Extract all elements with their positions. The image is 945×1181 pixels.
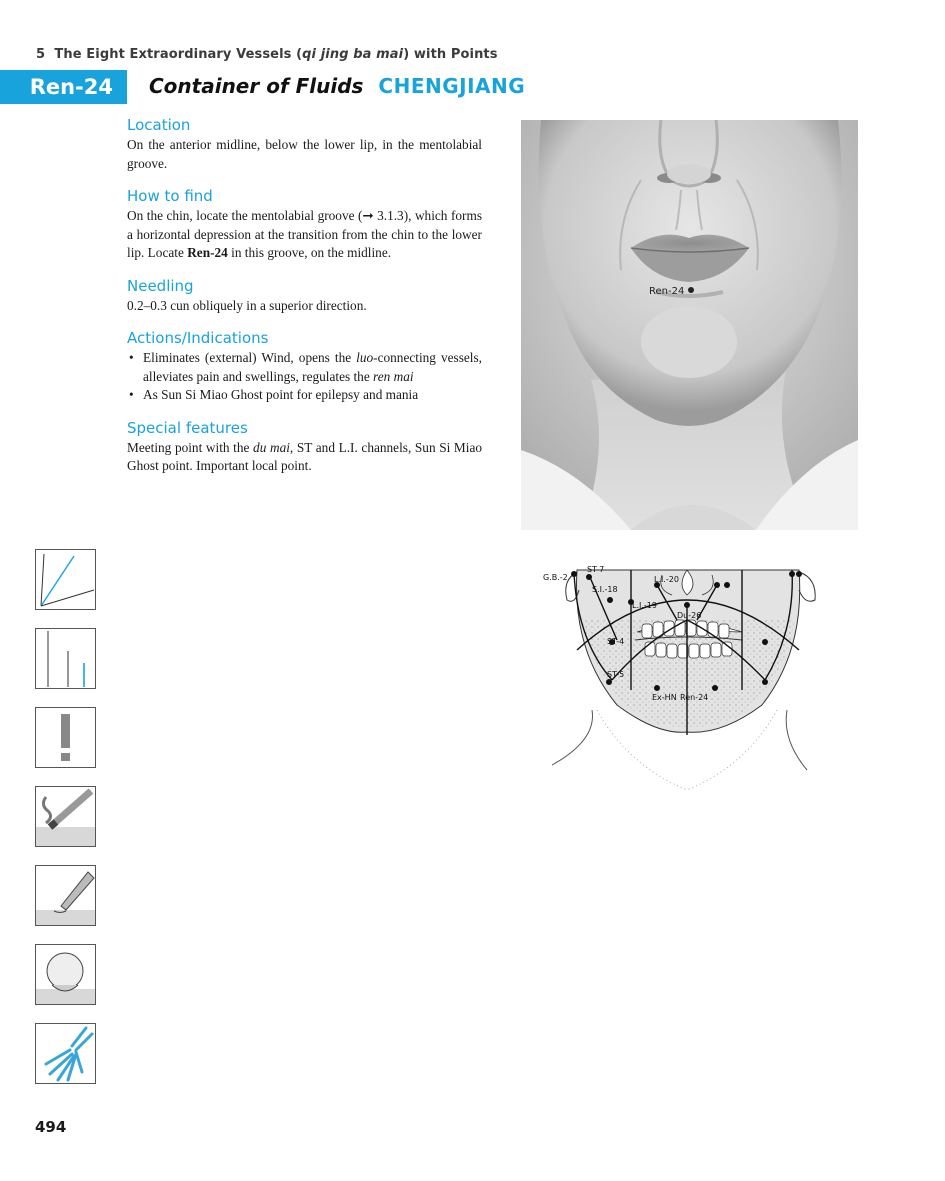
text-column	[127, 116, 482, 490]
label-gb2: G.B.-2	[543, 573, 568, 582]
how-to-find-heading: How to find	[127, 187, 213, 205]
label-st7: ST-7	[587, 565, 605, 574]
hand-skeleton-icon	[35, 1023, 96, 1084]
needling-heading: Needling	[127, 276, 194, 295]
point-pinyin-name: CHENGJIANG	[378, 74, 526, 98]
special-features-text: Meeting point with the du mai, ST and L.I. channels, Sun Si Miao Ghost point. Important local point.	[127, 439, 482, 473]
chapter-number: 5	[36, 47, 46, 62]
label-li20: L.I.-20	[654, 575, 679, 584]
special-features-heading: Special features	[127, 418, 248, 437]
actions-list	[127, 349, 482, 405]
point-english-name: Container of Fluids	[149, 74, 364, 98]
point-title	[149, 74, 525, 98]
running-head	[36, 47, 498, 62]
list-item: • Eliminates (external) Wind, opens the luo-connecting vessels, alleviates pain and swellings, regulates the ren mai	[127, 349, 482, 386]
how-to-find-text: On the chin, locate the mentolabial groove (➞ 3.1.3), which forms a horizontal depression at the transition from the chin to the lower lip. Locate Ren-24 in this groove, on the midline.	[127, 208, 482, 260]
label-si18: S.I.-18	[592, 585, 618, 594]
location-text: On the anterior midline, below the lower lip, in the mentolabial groove.	[127, 137, 482, 171]
page-number: 494	[35, 1118, 67, 1136]
moxibustion-icon	[35, 786, 96, 847]
caution-exclamation-icon	[35, 707, 96, 768]
needle-depth-icon	[35, 628, 96, 689]
label-exhn: Ex-HN	[652, 693, 677, 702]
label-st5: ST-5	[607, 670, 625, 679]
photo-point-label: Ren-24	[649, 286, 685, 297]
bleeding-lancet-icon	[35, 865, 96, 926]
label-du26: Du-26	[677, 611, 702, 620]
point-code-tab: Ren-24	[0, 70, 127, 104]
cupping-icon	[35, 944, 96, 1005]
face-photograph	[521, 120, 858, 530]
running-head-text: The Eight Extraordinary Vessels (	[54, 47, 303, 62]
running-head-text-end: ) with Points	[403, 47, 498, 62]
anatomy-diagram	[537, 560, 837, 800]
label-st4: ST-4	[607, 637, 625, 646]
running-head-italic: qi jing ba mai	[302, 47, 404, 62]
needling-text: 0.2–0.3 cun obliquely in a superior direction.	[127, 297, 367, 313]
actions-heading: Actions/Indications	[127, 329, 269, 347]
oblique-needling-icon	[35, 549, 96, 610]
list-item: • As Sun Si Miao Ghost point for epilepsy and mania	[127, 386, 482, 405]
label-li19: L.I.-19	[632, 601, 657, 610]
label-ren24: Ren-24	[680, 693, 709, 702]
location-heading: Location	[127, 116, 191, 134]
